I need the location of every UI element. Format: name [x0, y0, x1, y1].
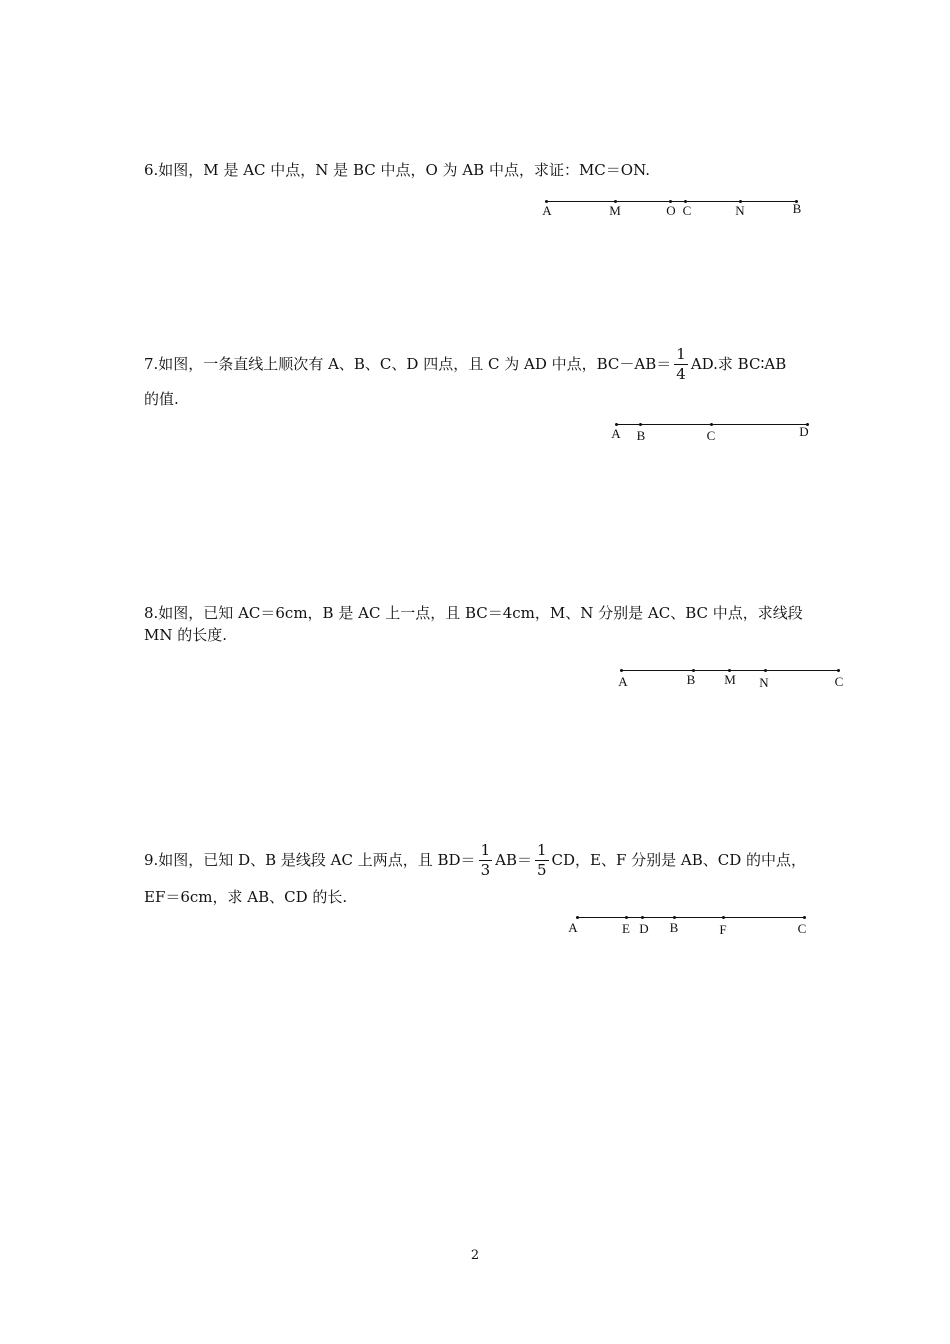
point-b: [639, 423, 642, 426]
problem-9-line1: [144, 837, 814, 883]
label-m: M: [724, 672, 736, 687]
problem-9-text-b: AB＝: [495, 851, 532, 869]
label-f: F: [719, 922, 727, 937]
figure-6: [542, 201, 806, 225]
problem-8: [144, 603, 814, 645]
label-m: M: [609, 203, 621, 218]
problem-7: [144, 341, 814, 409]
figure-9: [568, 917, 813, 941]
fraction-one-third: [479, 842, 493, 879]
point-n: [764, 669, 767, 672]
label-e: E: [622, 921, 630, 936]
label-a: A: [542, 203, 552, 218]
label-b: B: [686, 672, 696, 687]
point-b: [673, 916, 676, 919]
fraction-numerator: 1: [536, 840, 547, 859]
label-c: C: [834, 674, 844, 689]
label-a: A: [611, 426, 621, 441]
problem-8-line1: 8.如图，已知 AC＝6cm，B 是 AC 上一点，且 BC＝4cm，M、N 分别是 AC、BC 中点，求线段: [144, 604, 803, 622]
fraction-numerator: 1: [480, 840, 491, 859]
label-b: B: [792, 201, 802, 216]
label-a: A: [618, 674, 628, 689]
label-o: O: [666, 203, 676, 218]
label-c: C: [682, 203, 692, 218]
point-c: [837, 669, 840, 672]
segment-line: [577, 917, 804, 918]
point-c: [803, 916, 806, 919]
problem-9-text-c: CD，E、F 分别是 AB、CD 的中点，: [551, 851, 807, 869]
problem-6-text: 6.如图，M 是 AC 中点，N 是 BC 中点，O 为 AB 中点，求证：MC＝ON.: [144, 161, 651, 179]
point-f: [722, 916, 725, 919]
label-d: D: [799, 424, 809, 439]
point-c: [710, 423, 713, 426]
problem-7-text-a: 7.如图，一条直线上顺次有 A、B、C、D 四点，且 C 为 AD 中点，BC－AB＝: [144, 355, 672, 373]
problem-9: [144, 837, 814, 907]
point-e: [625, 916, 628, 919]
fraction-one-quarter: [674, 346, 688, 383]
point-a: [620, 669, 623, 672]
label-a: A: [568, 920, 578, 935]
figure-7: [611, 424, 816, 448]
label-n: N: [735, 203, 745, 218]
page-number: 2: [470, 1248, 480, 1263]
problem-9-text-a: 9.如图，已知 D、B 是线段 AC 上两点，且 BD＝: [144, 851, 476, 869]
label-d: D: [639, 921, 649, 936]
label-c: C: [797, 921, 807, 936]
point-d: [641, 916, 644, 919]
fraction-denominator: 3: [480, 860, 491, 879]
problem-6: [144, 160, 814, 180]
label-b: B: [636, 428, 646, 443]
fraction-one-fifth: [535, 842, 549, 879]
problem-8-line2: MN 的长度.: [144, 626, 228, 644]
point-a: [576, 916, 579, 919]
label-n: N: [759, 675, 769, 690]
problem-7-text-b: AD.求 BC∶AB: [690, 355, 787, 373]
fraction-numerator: 1: [676, 344, 686, 363]
fraction-denominator: 5: [536, 860, 547, 879]
problem-7-line2: 的值.: [144, 390, 179, 408]
fraction-denominator: 4: [676, 364, 686, 383]
problem-7-line1: [144, 341, 814, 387]
label-c: C: [706, 428, 716, 443]
label-b: B: [669, 920, 679, 935]
problem-9-line2: EF＝6cm，求 AB、CD 的长.: [144, 888, 348, 906]
figure-8: [618, 670, 847, 694]
